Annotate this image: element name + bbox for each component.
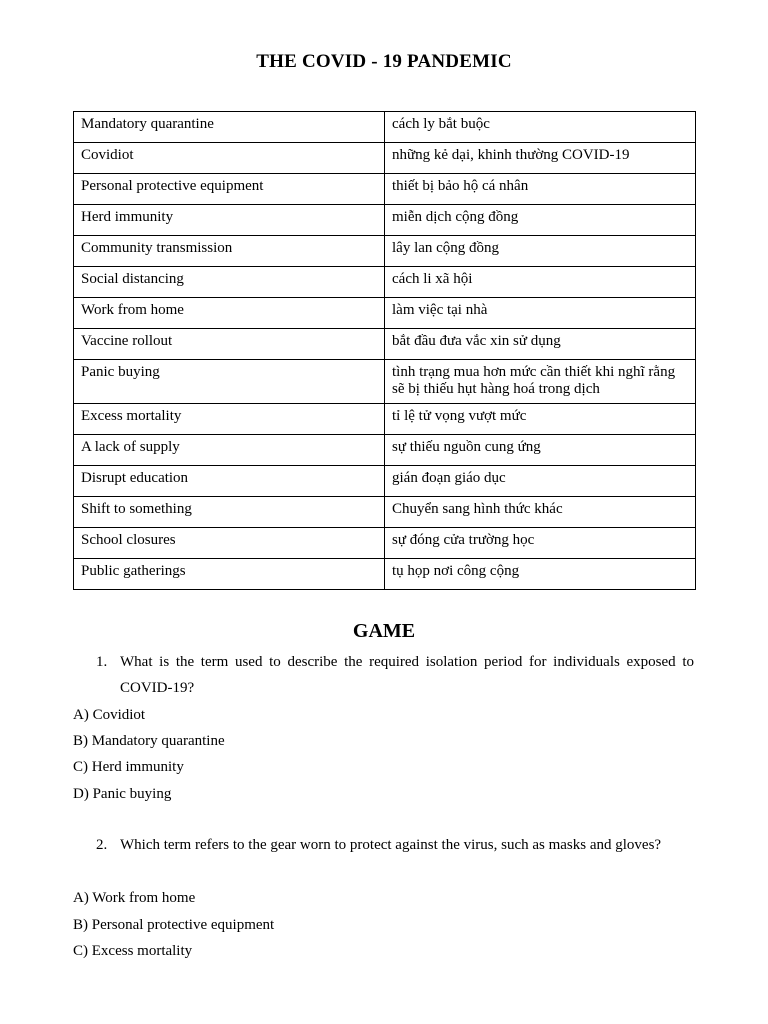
answer-option: A) Work from home — [73, 890, 196, 906]
english-term: Mandatory quarantine — [74, 112, 385, 143]
english-term: School closures — [74, 528, 385, 559]
table-row — [74, 329, 696, 360]
table-row — [74, 236, 696, 267]
table-row — [74, 360, 696, 404]
vietnamese-meaning: tụ họp nơi công cộng — [385, 559, 696, 590]
table-row — [74, 559, 696, 590]
table-row — [74, 174, 696, 205]
table-row — [74, 404, 696, 435]
question-number: 1. — [96, 654, 108, 670]
english-term: Panic buying — [74, 360, 385, 404]
table-row — [74, 112, 696, 143]
answer-option: D) Panic buying — [73, 786, 172, 802]
english-term: Shift to something — [74, 497, 385, 528]
vietnamese-meaning: tỉ lệ tử vọng vượt mức — [385, 404, 696, 435]
question-text: Which term refers to the gear worn to protect against the virus, such as masks and gloves? — [120, 837, 662, 853]
vietnamese-meaning: gián đoạn giáo dục — [385, 466, 696, 497]
question-number: 2. — [96, 837, 108, 853]
vietnamese-meaning: sự đóng cửa trường học — [385, 528, 696, 559]
english-term: Excess mortality — [74, 404, 385, 435]
table-row — [74, 466, 696, 497]
vocabulary-table — [73, 111, 696, 590]
english-term: Social distancing — [74, 267, 385, 298]
vietnamese-meaning: cách ly bắt buộc — [385, 112, 696, 143]
vietnamese-meaning: cách li xã hội — [385, 267, 696, 298]
question-2 — [96, 832, 694, 858]
english-term: Herd immunity — [74, 205, 385, 236]
vietnamese-meaning: thiết bị bảo hộ cá nhân — [385, 174, 696, 205]
english-term: Personal protective equipment — [74, 174, 385, 205]
answer-option: B) Mandatory quarantine — [73, 733, 225, 749]
question-1 — [96, 649, 694, 701]
english-term: Public gatherings — [74, 559, 385, 590]
table-row — [74, 298, 696, 329]
answer-option: A) Covidiot — [73, 707, 146, 723]
english-term: Work from home — [74, 298, 385, 329]
vietnamese-meaning: những kẻ dại, khinh thường COVID-19 — [385, 143, 696, 174]
english-term: A lack of supply — [74, 435, 385, 466]
table-row — [74, 205, 696, 236]
english-term: Covidiot — [74, 143, 385, 174]
question-text: What is the term used to describe the required isolation period for individuals exposed to COVID-19? — [120, 654, 694, 696]
vietnamese-meaning: sự thiếu nguồn cung ứng — [385, 435, 696, 466]
table-row — [74, 267, 696, 298]
table-row — [74, 497, 696, 528]
english-term: Vaccine rollout — [74, 329, 385, 360]
vietnamese-meaning: tình trạng mua hơn mức cần thiết khi nghĩ rằng sẽ bị thiếu hụt hàng hoá trong dịch — [385, 360, 696, 404]
table-row — [74, 435, 696, 466]
page-title: THE COVID - 19 PANDEMIC — [256, 51, 512, 72]
vietnamese-meaning: bắt đầu đưa vắc xin sử dụng — [385, 329, 696, 360]
answer-option: B) Personal protective equipment — [73, 917, 275, 933]
vietnamese-meaning: miễn dịch cộng đồng — [385, 205, 696, 236]
game-heading: GAME — [352, 620, 416, 642]
english-term: Community transmission — [74, 236, 385, 267]
vietnamese-meaning: làm việc tại nhà — [385, 298, 696, 329]
english-term: Disrupt education — [74, 466, 385, 497]
vietnamese-meaning: lây lan cộng đồng — [385, 236, 696, 267]
table-row — [74, 143, 696, 174]
answer-option: C) Excess mortality — [73, 943, 193, 959]
table-row — [74, 528, 696, 559]
answer-option: C) Herd immunity — [73, 759, 184, 775]
vietnamese-meaning: Chuyển sang hình thức khác — [385, 497, 696, 528]
